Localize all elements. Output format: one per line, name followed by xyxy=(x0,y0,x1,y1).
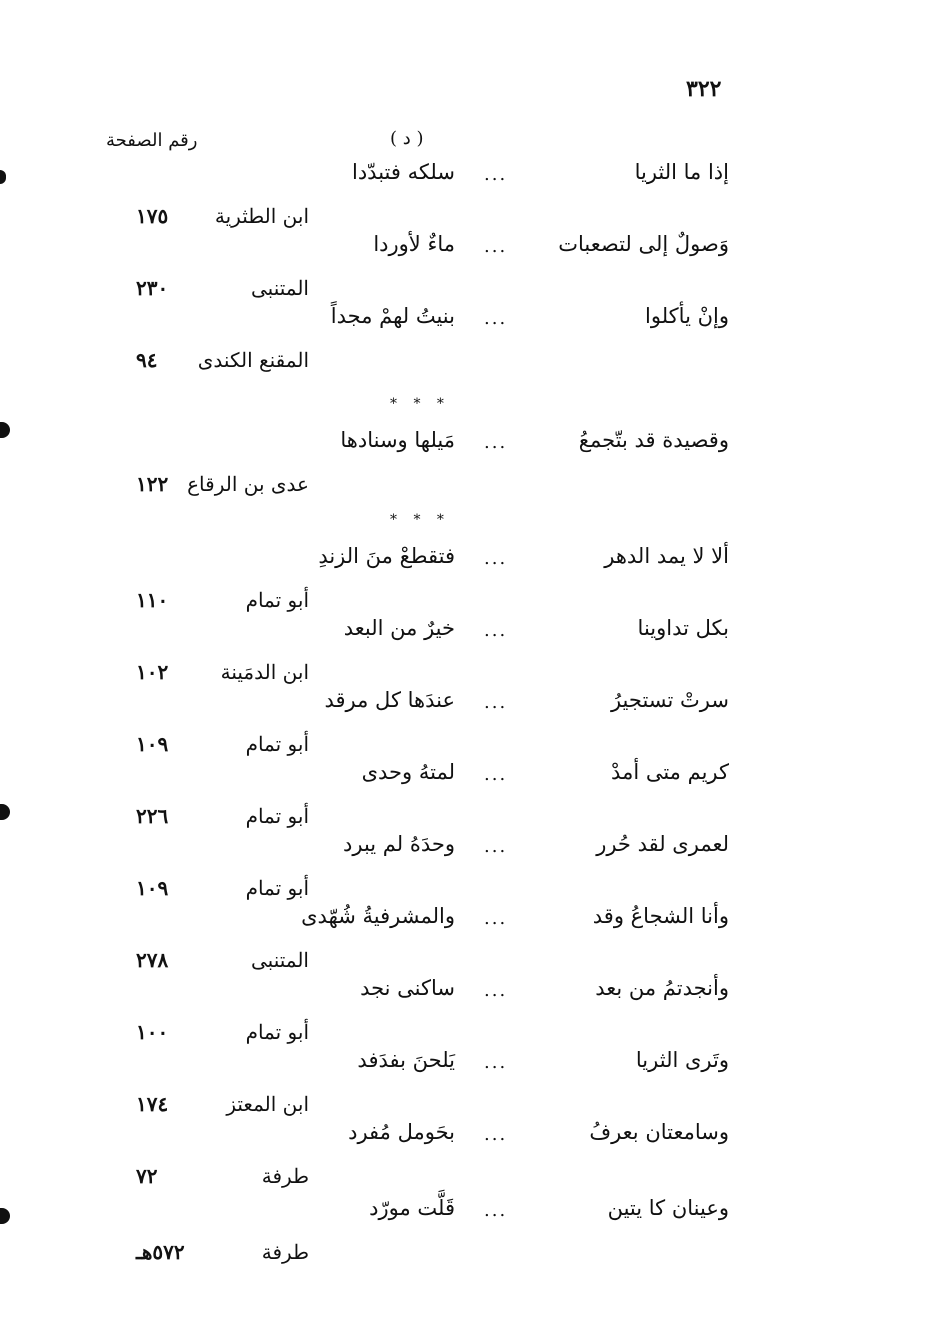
verse-ending: فتقطعْ منَ الزندِ xyxy=(318,544,455,568)
poet-name: المتنبى xyxy=(251,276,309,300)
entry-row xyxy=(0,428,933,498)
ellipsis: ... xyxy=(484,620,508,641)
page-reference: ١٠٩ xyxy=(136,876,169,900)
entry-row xyxy=(0,760,933,830)
column-header: رقم الصفحة xyxy=(106,130,198,151)
page-reference: ٩٤ xyxy=(136,348,158,372)
verse-opening: ألا لا يمد الدهر xyxy=(604,544,729,568)
poet-name: أبو تمام xyxy=(245,732,309,756)
verse-opening: لعمرى لقد حُرر xyxy=(596,832,729,856)
entry-row xyxy=(0,904,933,974)
page-reference: ١١٠ xyxy=(136,588,169,612)
poet-name: ابن الطثرية xyxy=(214,204,309,228)
verse-opening: وأنا الشجاعُ وقد xyxy=(592,904,729,928)
ellipsis: ... xyxy=(484,692,508,713)
page-reference: ١٠٩ xyxy=(136,732,169,756)
ellipsis: ... xyxy=(484,1124,508,1145)
verse-ending: خيرٌ من البعد xyxy=(343,616,455,640)
page-reference: ٢٧٨ xyxy=(136,948,169,972)
verse-ending: وحدَهُ لم يبرد xyxy=(343,832,455,856)
verse-opening: وسامعتان بعرفُ xyxy=(589,1120,729,1144)
verse-ending: سلكه فتبدّدا xyxy=(351,160,455,184)
poet-name: المقنع الكندى xyxy=(197,348,309,372)
poet-name: ابن الدمَينة xyxy=(220,660,309,684)
ellipsis: ... xyxy=(484,548,508,569)
entry-row xyxy=(0,1048,933,1118)
page-reference: ١٠٠ xyxy=(136,1020,169,1044)
verse-opening: وقصيدة قد بتّجمعُ xyxy=(578,428,729,452)
entry-row xyxy=(0,688,933,758)
verse-opening: إذا ما الثريا xyxy=(634,160,729,184)
page-reference: ١٧٤ xyxy=(136,1092,169,1116)
verse-ending: قَلَّت مورّد xyxy=(369,1196,455,1220)
verse-ending: ماءٌ لأوردا xyxy=(373,232,455,256)
entry-row xyxy=(0,304,933,374)
verse-ending: مَيلها وسنادها xyxy=(340,428,455,452)
entry-row xyxy=(0,832,933,902)
verse-opening: بكل تداوينا xyxy=(637,616,729,640)
ellipsis: ... xyxy=(484,908,508,929)
entry-row xyxy=(0,232,933,302)
page-reference: ١٧٥ xyxy=(136,204,169,228)
verse-ending: يَلحنَ بفدَفد xyxy=(357,1048,455,1072)
ellipsis: ... xyxy=(484,308,508,329)
verse-opening: كريم متى أمدْ xyxy=(611,760,729,784)
poet-name: أبو تمام xyxy=(245,876,309,900)
entry-row xyxy=(0,976,933,1046)
poet-name: أبو تمام xyxy=(245,1020,309,1044)
page-reference: ٧٢ xyxy=(136,1164,158,1188)
verse-ending: بنيتُ لهمْ مجداً xyxy=(330,304,455,328)
entry-row xyxy=(0,544,933,614)
verse-opening: وتَرى الثريا xyxy=(635,1048,729,1072)
verse-ending: بحَومل مُفرد xyxy=(348,1120,455,1144)
page-reference: ١٠٢ xyxy=(136,660,169,684)
poet-name: المتنبى xyxy=(251,948,309,972)
poet-name: أبو تمام xyxy=(245,804,309,828)
verse-opening: سرتْ تستجيرُ xyxy=(610,688,729,712)
poet-name: طرفة xyxy=(261,1164,309,1188)
verse-opening: وإنْ يأكلوا xyxy=(645,304,729,328)
entry-row xyxy=(0,160,933,230)
entry-row xyxy=(0,1196,933,1266)
ellipsis: ... xyxy=(484,980,508,1001)
ellipsis: ... xyxy=(484,1200,508,1221)
poet-name: أبو تمام xyxy=(245,588,309,612)
separator-stars: * * * xyxy=(390,512,450,528)
verse-opening: وأنجدتمُ من بعد xyxy=(595,976,729,1000)
section-letter: ( د ) xyxy=(390,128,424,149)
verse-ending: والمشرفيةُ شُهّدى xyxy=(301,904,455,928)
poet-name: عدى بن الرقاع xyxy=(187,472,309,496)
entry-row xyxy=(0,1120,933,1190)
ellipsis: ... xyxy=(484,764,508,785)
page-reference: ٥٧٢هـ xyxy=(136,1240,185,1264)
poet-name: ابن المعتز xyxy=(226,1092,309,1116)
ellipsis: ... xyxy=(484,432,508,453)
verse-ending: عندَها كل مرقد xyxy=(324,688,455,712)
separator-stars: * * * xyxy=(390,396,450,412)
verse-ending: ساكنى نجد xyxy=(360,976,455,1000)
ellipsis: ... xyxy=(484,236,508,257)
page-reference: ٢٢٦ xyxy=(136,804,169,828)
entry-row xyxy=(0,616,933,686)
verse-ending: لمتهُ وحدى xyxy=(361,760,455,784)
verse-opening: وَصولٌ إلى لتصعبات xyxy=(558,232,729,256)
page-number: ٣٢٢ xyxy=(686,76,722,102)
ellipsis: ... xyxy=(484,1052,508,1073)
verse-opening: وعينان كا يتين xyxy=(607,1196,729,1220)
page-reference: ١٢٢ xyxy=(136,472,169,496)
ellipsis: ... xyxy=(484,164,508,185)
page-reference: ٢٣٠ xyxy=(136,276,169,300)
poet-name: طرفة xyxy=(261,1240,309,1264)
ellipsis: ... xyxy=(484,836,508,857)
